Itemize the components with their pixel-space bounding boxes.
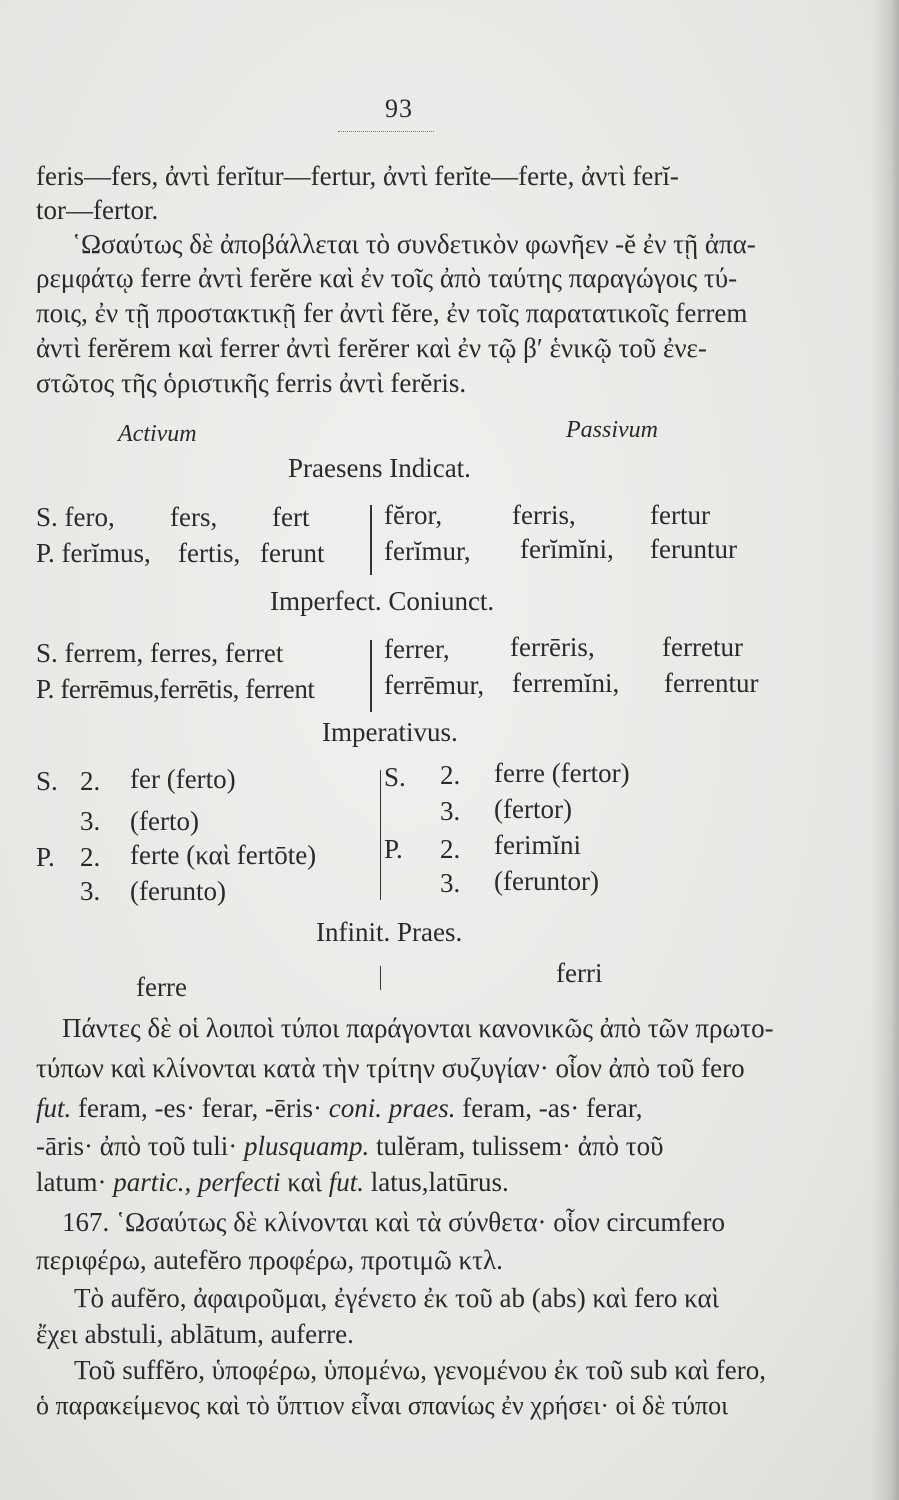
praesens-p-passive-1: ferĭmur, xyxy=(384,536,471,566)
imperfect-s-active: S. ferrem, ferres, ferret xyxy=(36,638,284,668)
infinit-active: ferre xyxy=(136,972,187,1002)
imperativus-active-num-3: P. xyxy=(36,842,55,872)
praesens-p-active-3: ferunt xyxy=(260,538,325,568)
intro-line-1: feris—fers, ἀντὶ ferĭtur—fertur, ἀντὶ ferĭte—ferte, ἀντὶ ferĭ- xyxy=(36,161,679,191)
heading-imperativus: Imperativus. xyxy=(322,717,458,747)
intro-line-6: ἀντὶ ferĕrem καὶ ferrer ἀντὶ ferĕrer καὶ ἐν τῷ β′ ἑνικῷ τοῦ ἐνε- xyxy=(36,333,707,363)
intro-line-2: tor—fertor. xyxy=(36,195,159,225)
imperativus-active-per-4: 3. xyxy=(80,876,101,906)
body-line-2: τύπων καὶ κλίνονται κατὰ τὴν τρίτην συζυγίαν· οἷον ἀπὸ τοῦ fero xyxy=(36,1053,745,1083)
intro-line-5: ποις, ἐν τῇ προστακτικῇ fer ἀντὶ fĕre, ἐν τοῖς παρατατικοῖς ferrem xyxy=(36,298,748,328)
aufero-line-1: Τὸ aufĕro, ἀφαιροῦμαι, ἐγένετο ἐκ τοῦ ab (abs) καὶ fero καὶ xyxy=(74,1283,719,1313)
body-line-5-text-b: καὶ xyxy=(280,1167,329,1197)
intro-line-4: ρεμφάτῳ ferre ἀντὶ ferĕre καὶ ἐν τοῖς ἀπὸ ταύτης παραγώγοις τύ- xyxy=(36,263,738,293)
imperfect-p-active: P. ferrēmus,ferrētis, ferrent xyxy=(36,674,315,704)
imperativus-active-form-3: ferte (καὶ fertōte) xyxy=(130,840,317,870)
section-167-line-1: 167. ῾Ωσαύτως δὲ κλίνονται καὶ τὰ σύνθετα· οἷον circumfero xyxy=(62,1207,725,1237)
praesens-s-active-2: fers, xyxy=(170,502,218,532)
imperativus-passive-form-3: ferimĭni xyxy=(494,830,581,860)
imperativus-passive-form-4: (feruntor) xyxy=(494,866,599,896)
praesens-p-passive-2: ferĭmĭni, xyxy=(520,534,614,564)
body-line-5-text-a: latum· xyxy=(36,1167,114,1197)
heading-activum: Activum xyxy=(118,421,197,447)
imperfect-s-passive-2: ferrēris, xyxy=(510,632,595,662)
page-edge-shadow xyxy=(871,0,899,1500)
page-number-rule xyxy=(338,131,434,132)
imperativus-passive-per-2: 3. xyxy=(440,796,461,826)
body-line-1: Πάντες δὲ οἱ λοιποὶ τύποι παράγονται κανονικῶς ἀπὸ τῶν πρωτο- xyxy=(62,1013,774,1043)
intro-line-7: στῶτος τῆς ὁριστικῆς ferris ἀντὶ ferĕris. xyxy=(36,368,467,398)
abbr-fut: fut. xyxy=(36,1093,72,1123)
praesens-p-passive-3: feruntur xyxy=(650,534,737,564)
praesens-s-passive-2: ferris, xyxy=(512,500,576,530)
abbr-partic-perfecti: partic., perfecti xyxy=(113,1167,281,1197)
imperativus-active-num-1: S. xyxy=(36,766,58,796)
abbr-fut-2: fut. xyxy=(328,1167,364,1197)
body-line-4-text-b: tulĕram, tulissem· ἀπὸ τοῦ xyxy=(369,1131,664,1161)
imperfect-p-passive-2: ferremĭni, xyxy=(512,668,620,698)
body-line-5-text-c: latus,latūrus. xyxy=(364,1167,509,1197)
aufero-line-2: ἔχει abstuli, ablātum, auferre. xyxy=(36,1319,354,1349)
heading-praesens: Praesens Indicat. xyxy=(288,453,471,483)
heading-passivum: Passivum xyxy=(566,417,658,443)
praesens-s-passive-3: fertur xyxy=(650,500,710,530)
page-number: 93 xyxy=(385,94,413,123)
body-line-4-text-a: -āris· ἀπὸ τοῦ tuli· xyxy=(36,1131,244,1161)
praesens-s-passive-1: fĕror, xyxy=(384,500,443,530)
imperativus-active-form-2: (ferto) xyxy=(130,806,199,836)
heading-infinit: Infinit. Praes. xyxy=(316,917,463,947)
heading-imperfect: Imperfect. Coniunct. xyxy=(270,586,495,616)
imperfect-s-passive-3: ferretur xyxy=(662,632,743,662)
abbr-plusquamp: plusquamp. xyxy=(243,1131,370,1161)
body-line-3-text-a: feram, -es· ferar, -ēris· xyxy=(71,1093,329,1123)
imperativus-divider xyxy=(380,770,381,900)
imperativus-active-per-3: 2. xyxy=(80,842,101,872)
body-line-3-text-b: feram, -as· ferar, xyxy=(455,1093,643,1123)
imperfect-s-passive-1: ferrer, xyxy=(384,634,450,664)
body-line-4 xyxy=(36,1130,663,1162)
imperfect-p-passive-1: ferrēmur, xyxy=(384,670,485,700)
infinit-divider xyxy=(380,966,381,990)
imperfect-p-passive-3: ferrentur xyxy=(664,668,759,698)
praesens-s-active-1: S. fero, xyxy=(36,502,115,532)
intro-line-3: ῾Ωσαύτως δὲ ἀποβάλλεται τὸ συνδετικὸν φωνῆεν -ĕ ἐν τῇ ἀπα- xyxy=(72,229,756,259)
imperativus-active-per-2: 3. xyxy=(80,806,101,836)
suffero-line-2: ὁ παρακείμενος καὶ τὸ ὕπτιον εἶναι σπανίως ἐν χρήσει· οἱ δὲ τύποι xyxy=(36,1391,729,1420)
praesens-p-active-2: fertis, xyxy=(178,538,241,568)
body-line-3 xyxy=(36,1092,643,1124)
imperativus-passive-form-2: (fertor) xyxy=(494,794,572,824)
imperativus-active-form-4: (ferunto) xyxy=(130,876,226,906)
body-line-5 xyxy=(36,1166,509,1198)
infinit-passive: ferri xyxy=(556,958,603,988)
praesens-divider xyxy=(370,505,372,575)
abbr-coni-praes: coni. praes. xyxy=(328,1093,456,1123)
imperativus-passive-form-1: ferre (fertor) xyxy=(494,758,630,788)
imperativus-passive-per-3: 2. xyxy=(440,834,461,864)
imperativus-active-per-1: 2. xyxy=(80,766,101,796)
imperativus-passive-num-1: S. xyxy=(384,762,406,792)
imperfect-divider xyxy=(370,640,372,712)
imperativus-active-form-1: fer (ferto) xyxy=(130,764,236,794)
suffero-line-1: Τοῦ suffĕro, ὑποφέρω, ὑπομένω, γενομένου ἐκ τοῦ sub καὶ fero, xyxy=(74,1355,767,1385)
praesens-p-active-1: P. ferĭmus, xyxy=(36,538,151,568)
praesens-s-active-3: fert xyxy=(272,502,310,532)
imperativus-passive-num-3: P. xyxy=(384,834,403,864)
section-167-line-2: περιφέρω, autefĕro προφέρω, προτιμῶ κτλ. xyxy=(36,1245,503,1275)
imperativus-passive-per-4: 3. xyxy=(440,868,461,898)
imperativus-passive-per-1: 2. xyxy=(440,760,461,790)
